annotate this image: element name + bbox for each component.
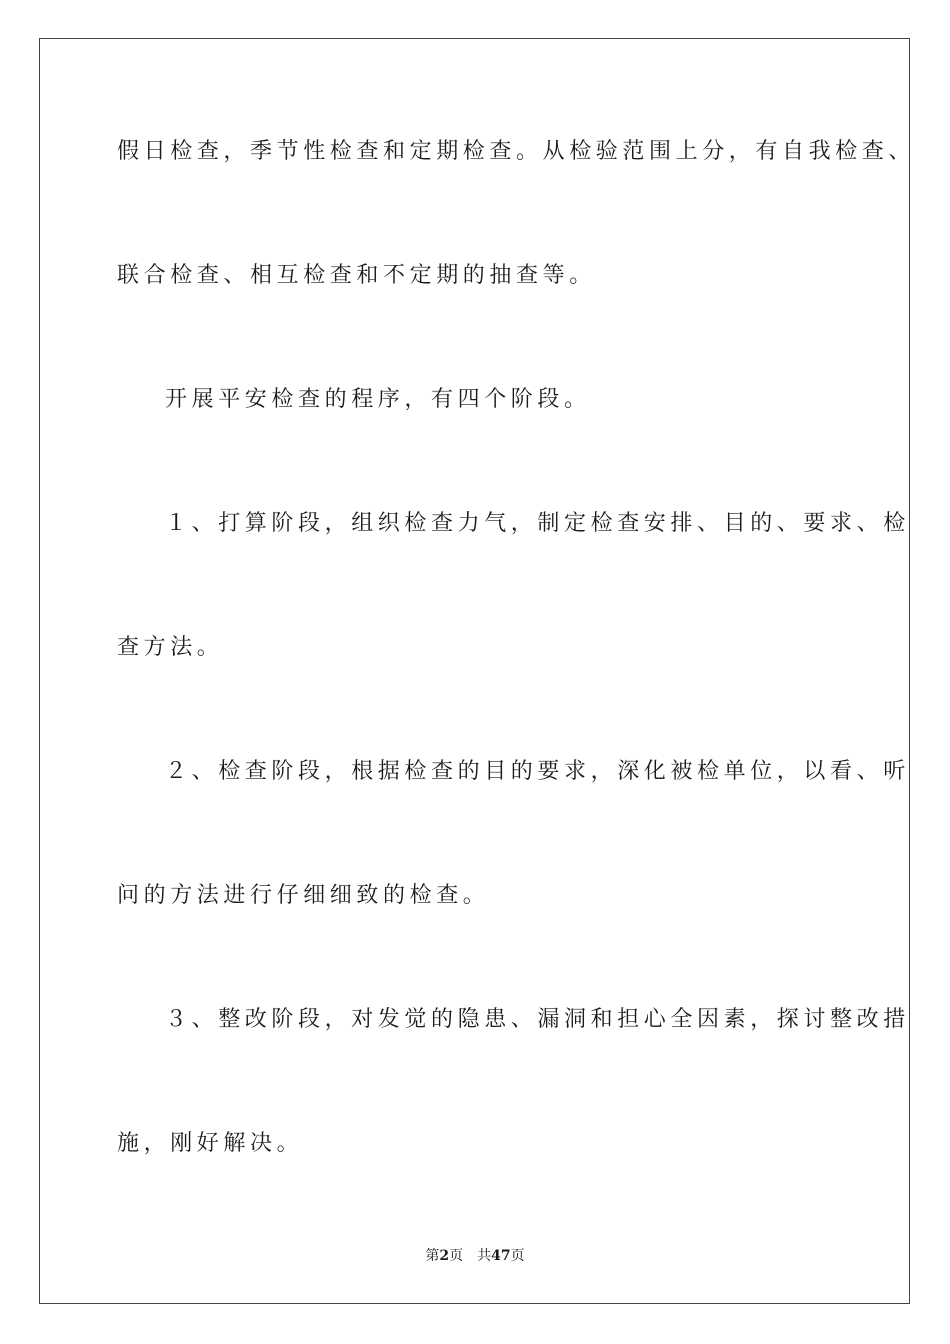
text-line-7: 问的方法进行仔细细致的检查。 [117, 883, 490, 908]
total-pages: 47 [491, 1248, 511, 1264]
page-footer [0, 1249, 950, 1263]
page-number: 2 [439, 1248, 450, 1264]
total-suffix: 页 [510, 1248, 525, 1264]
text-line-2: 联合检查、相互检查和不定期的抽查等。 [117, 263, 596, 288]
text-line-5: 查方法。 [117, 635, 224, 660]
text-line-4: １、打算阶段，组织检查力气，制定检查安排、目的、要求、检 [165, 511, 910, 536]
text-line-8: ３、整改阶段，对发觉的隐患、漏洞和担心全因素，探讨整改措 [165, 1007, 910, 1032]
page-frame [39, 38, 910, 1304]
total-prefix: 共 [477, 1248, 492, 1264]
text-line-9: 施，刚好解决。 [117, 1131, 304, 1156]
text-line-1: 假日检查，季节性检查和定期检查。从检验范围上分，有自我检查、 [117, 139, 916, 164]
text-line-3: 开展平安检查的程序，有四个阶段。 [165, 387, 591, 412]
page-prefix: 第 [425, 1248, 440, 1264]
page-suffix: 页 [449, 1248, 464, 1264]
text-line-6: ２、检查阶段，根据检查的目的要求，深化被检单位，以看、听 [165, 759, 910, 784]
